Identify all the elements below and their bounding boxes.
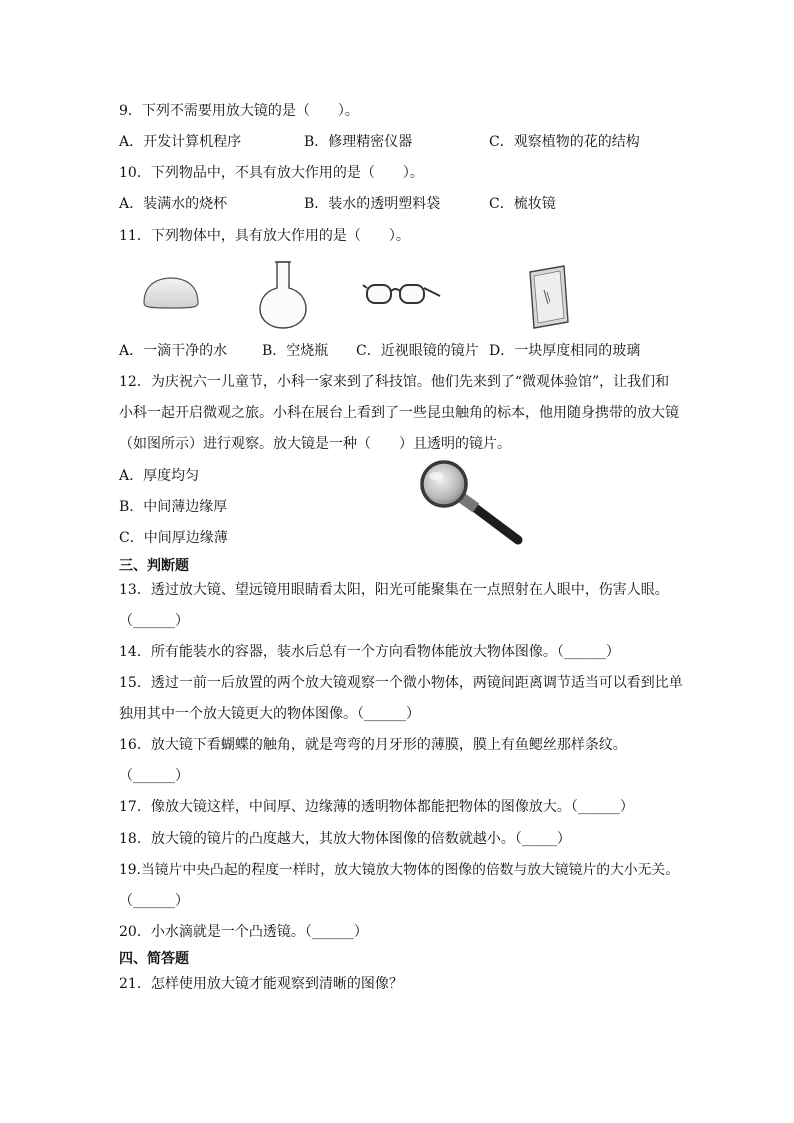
question-15-line-2: 独用其中一个放大镜更大的物体图像。（______） <box>119 706 420 722</box>
question-12-option-c: C．中间厚边缘薄 <box>119 530 228 546</box>
flask-figure <box>258 258 308 330</box>
magnifying-glass-figure <box>414 460 526 546</box>
glass-plate-figure <box>524 262 572 330</box>
glasses-figure <box>362 278 442 308</box>
question-15-line-1: 15．透过一前一后放置的两个放大镜观察一个微小物体，两镜间距离调节适当可以看到比单 <box>119 675 683 691</box>
question-19-answer-blank: （______） <box>119 893 189 909</box>
question-10-option-b: B．装水的透明塑料袋 <box>304 196 441 212</box>
question-12-line-3: （如图所示）进行观察。放大镜是一种（ ）且透明的镜片。 <box>119 436 511 452</box>
question-11-stem: 11．下列物体中，具有放大作用的是（ ）。 <box>119 228 410 244</box>
question-16-line-1: 16．放大镜下看蝴蝶的触角，就是弯弯的月牙形的薄膜，膜上有鱼鳃丝那样条纹。 <box>119 737 627 753</box>
question-19-line-1: 19.当镜片中央凸起的程度一样时，放大镜放大物体的图像的倍数与放大镜镜片的大小无关。 <box>119 862 680 878</box>
question-16-answer-blank: （______） <box>119 768 189 784</box>
question-9-option-b: B．修理精密仪器 <box>304 134 413 150</box>
section-4-title: 四、简答题 <box>119 951 189 967</box>
question-18: 18．放大镜的镜片的凸度越大，其放大物体图像的倍数就越小。（_____） <box>119 831 571 847</box>
section-3-title: 三、判断题 <box>119 558 189 574</box>
question-9-stem: 9．下列不需要用放大镜的是（ ）。 <box>119 103 359 119</box>
question-10-option-a: A．装满水的烧杯 <box>119 196 228 212</box>
question-11-option-d: D．一块厚度相同的玻璃 <box>489 343 641 359</box>
question-12-line-2: 小科一起开启微观之旅。小科在展台上看到了一些昆虫触角的标本，他用随身携带的放大镜 <box>119 405 679 421</box>
question-11-option-b: B．空烧瓶 <box>262 343 329 359</box>
question-12-option-b: B．中间薄边缘厚 <box>119 499 228 515</box>
water-drop-figure <box>140 272 202 312</box>
question-11-option-a: A．一滴干净的水 <box>119 343 228 359</box>
question-13-answer-blank: （______） <box>119 613 189 629</box>
question-9-option-a: A．开发计算机程序 <box>119 134 242 150</box>
question-21-stem: 21．怎样使用放大镜才能观察到清晰的图像？ <box>119 976 403 992</box>
question-12-line-1: 12．为庆祝六一儿童节，小科一家来到了科技馆。他们先来到了“微观体验馆”，让我们和 <box>119 374 670 390</box>
question-11-option-c: C．近视眼镜的镜片 <box>356 343 479 359</box>
question-20: 20．小水滴就是一个凸透镜。（______） <box>119 924 368 940</box>
question-9-option-c: C．观察植物的花的结构 <box>489 134 640 150</box>
question-12-option-a: A．厚度均匀 <box>119 468 200 484</box>
question-10-option-c: C．梳妆镜 <box>489 196 556 212</box>
question-17: 17．像放大镜这样，中间厚、边缘薄的透明物体都能把物体的图像放大。（______） <box>119 799 634 815</box>
question-14: 14．所有能装水的容器，装水后总有一个方向看物体能放大物体图像。（______） <box>119 644 620 660</box>
question-13-line-1: 13．透过放大镜、望远镜用眼睛看太阳，阳光可能聚集在一点照射在人眼中，伤害人眼。 <box>119 582 669 598</box>
question-10-stem: 10．下列物品中，不具有放大作用的是（ ）。 <box>119 165 424 181</box>
